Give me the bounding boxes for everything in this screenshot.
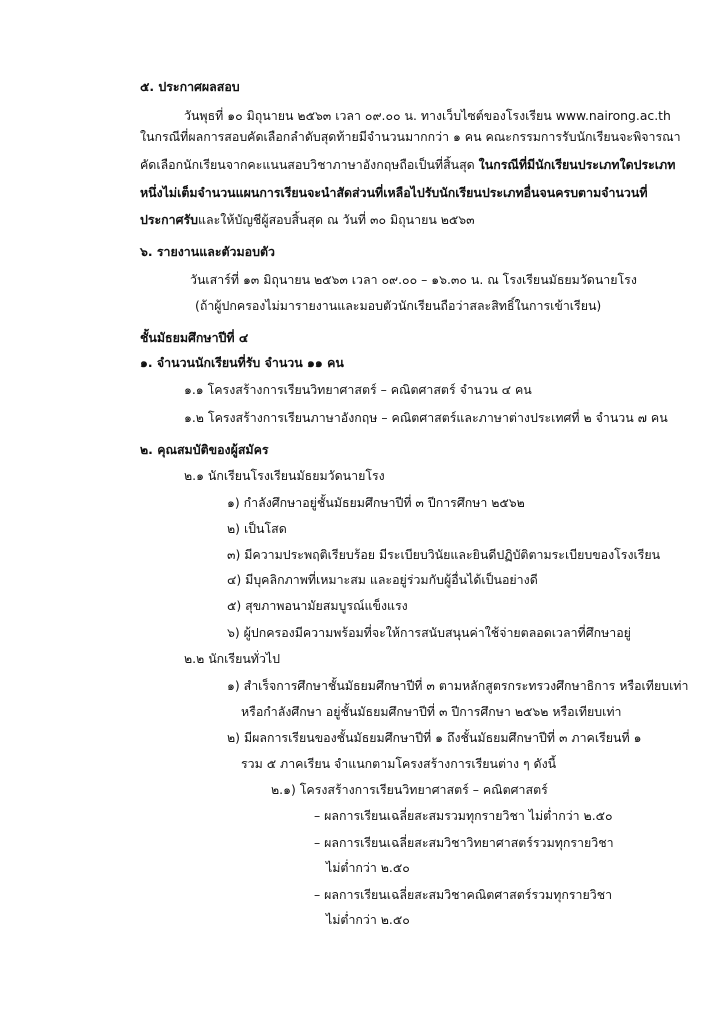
section6-heading: ๖. รายงานและตัวมอบตัว [140,244,275,259]
section5-line3-bold: ในกรณีที่มีนักเรียนประเภทใดประเภท [478,157,676,172]
sub22-item1-line1: ๑) สำเร็จการศึกษาชั้นมัธยมศึกษาปีที่ ๓ ตามหลักสูตรกระทรวงศึกษาธิการ หรือเทียบเท่า [227,678,689,693]
science-math-bullet-3-cont: ไม่ต่ำกว่า ๒.๕๐ [326,912,410,927]
science-math-bullet-2-cont: ไม่ต่ำกว่า ๒.๕๐ [326,860,410,875]
sub21-item-6: ๖) ผู้ปกครองมีความพร้อมที่จะให้การสนับสนุนค่าใช้จ่ายตลอดเวลาที่ศึกษาอยู่ [227,625,631,640]
section5-line1: วันพุธที่ ๑๐ มิถุนายน ๒๕๖๓ เวลา ๐๙.๐๐ น. ทางเว็บไซต์ของโรงเรียน www.nairong.ac.th [184,108,671,123]
m4-heading: ชั้นมัธยมศึกษาปีที่ ๔ [140,330,249,345]
sub21-item-1: ๑) กำลังศึกษาอยู่ชั้นมัธยมศึกษาปีที่ ๓ ปีการศึกษา ๒๕๖๒ [227,495,525,510]
m4-item2-heading: ๒. คุณสมบัติของผู้สมัคร [140,442,269,457]
section5-line3 [140,156,675,174]
m4-item1-heading: ๑. จำนวนนักเรียนที่รับ จำนวน ๑๑ คน [140,355,344,370]
section6-line1: วันเสาร์ที่ ๑๓ มิถุนายน ๒๕๖๓ เวลา ๐๙.๐๐ – ๑๖.๓๐ น. ณ โรงเรียนมัธยมวัดนายโรง [190,272,637,287]
section5-line5-bold: ประกาศรับ [140,212,199,227]
sub21-item-4: ๔) มีบุคลิกภาพที่เหมาะสม และอยู่ร่วมกับผู้อื่นได้เป็นอย่างดี [227,572,538,587]
section6-line2: (ถ้าผู้ปกครองไม่มารายงานและมอบตัวนักเรียนถือว่าสละสิทธิ์ในการเข้าเรียน) [195,298,602,313]
section5-line5-normal: และให้บัญชีผู้สอบสิ้นสุด ณ วันที่ ๓๐ มิถุนายน ๒๕๖๓ [198,212,475,227]
section5-line5 [140,211,475,229]
m4-item1-sub2: ๑.๒ โครงสร้างการเรียนภาษาอังกฤษ – คณิตศาสตร์และภาษาต่างประเทศที่ ๒ จำนวน ๗ คน [184,410,668,425]
sub21-item-3: ๓) มีความประพฤติเรียบร้อย มีระเบียบวินัยและยินดีปฏิบัติตามระเบียบของโรงเรียน [227,547,661,562]
section5-line3-normal: คัดเลือกนักเรียนจากคะแนนสอบวิชาภาษาอังกฤษถือเป็นที่สิ้นสุด [140,157,479,172]
m4-item1-sub1: ๑.๑ โครงสร้างการเรียนวิทยาศาสตร์ – คณิตศาสตร์ จำนวน ๔ คน [184,382,532,397]
section5-line2: ในกรณีที่ผลการสอบคัดเลือกลำดับสุดท้ายมีจำนวนมากกว่า ๑ คน คณะกรรมการรับนักเรียนจะพิจารณา [140,129,681,144]
science-math-bullet-2: – ผลการเรียนเฉลี่ยสะสมวิชาวิทยาศาสตร์รวมทุกรายวิชา [314,835,614,850]
sub22-item2-line1: ๒) มีผลการเรียนของชั้นมัธยมศึกษาปีที่ ๑ ถึงชั้นมัธยมศึกษาปีที่ ๓ ภาคเรียนที่ ๑ [227,730,642,745]
sub22-item2-line2: รวม ๕ ภาคเรียน จำแนกตามโครงสร้างการเรียนต่าง ๆ ดังนี้ [241,756,557,771]
sub21-item-5: ๕) สุขภาพอนามัยสมบูรณ์แข็งแรง [227,598,408,613]
section5-heading: ๕. ประกาศผลสอบ [140,79,240,94]
science-math-bullet-1: – ผลการเรียนเฉลี่ยสะสมรวมทุกรายวิชา ไม่ต่ำกว่า ๒.๕๐ [314,808,613,823]
science-math-bullet-3: – ผลการเรียนเฉลี่ยสะสมวิชาคณิตศาสตร์รวมทุกรายวิชา [314,887,613,902]
sub21-item-2: ๒) เป็นโสด [227,521,287,536]
sub22-title: ๒.๒ นักเรียนทั่วไป [184,651,281,666]
science-math-track-title: ๒.๑) โครงสร้างการเรียนวิทยาศาสตร์ – คณิตศาสตร์ [271,782,548,797]
sub22-item1-line2: หรือกำลังศึกษา อยู่ชั้นมัธยมศึกษาปีที่ ๓ ปีการศึกษา ๒๕๖๒ หรือเทียบเท่า [241,704,622,719]
section5-line4: หนึ่งไม่เต็มจำนวนแผนการเรียนจะนำสัดส่วนที่เหลือไปรับนักเรียนประเภทอื่นจนครบตามจำนวนที่ [140,185,648,200]
sub21-title: ๒.๑ นักเรียนโรงเรียนมัธยมวัดนายโรง [184,468,385,483]
